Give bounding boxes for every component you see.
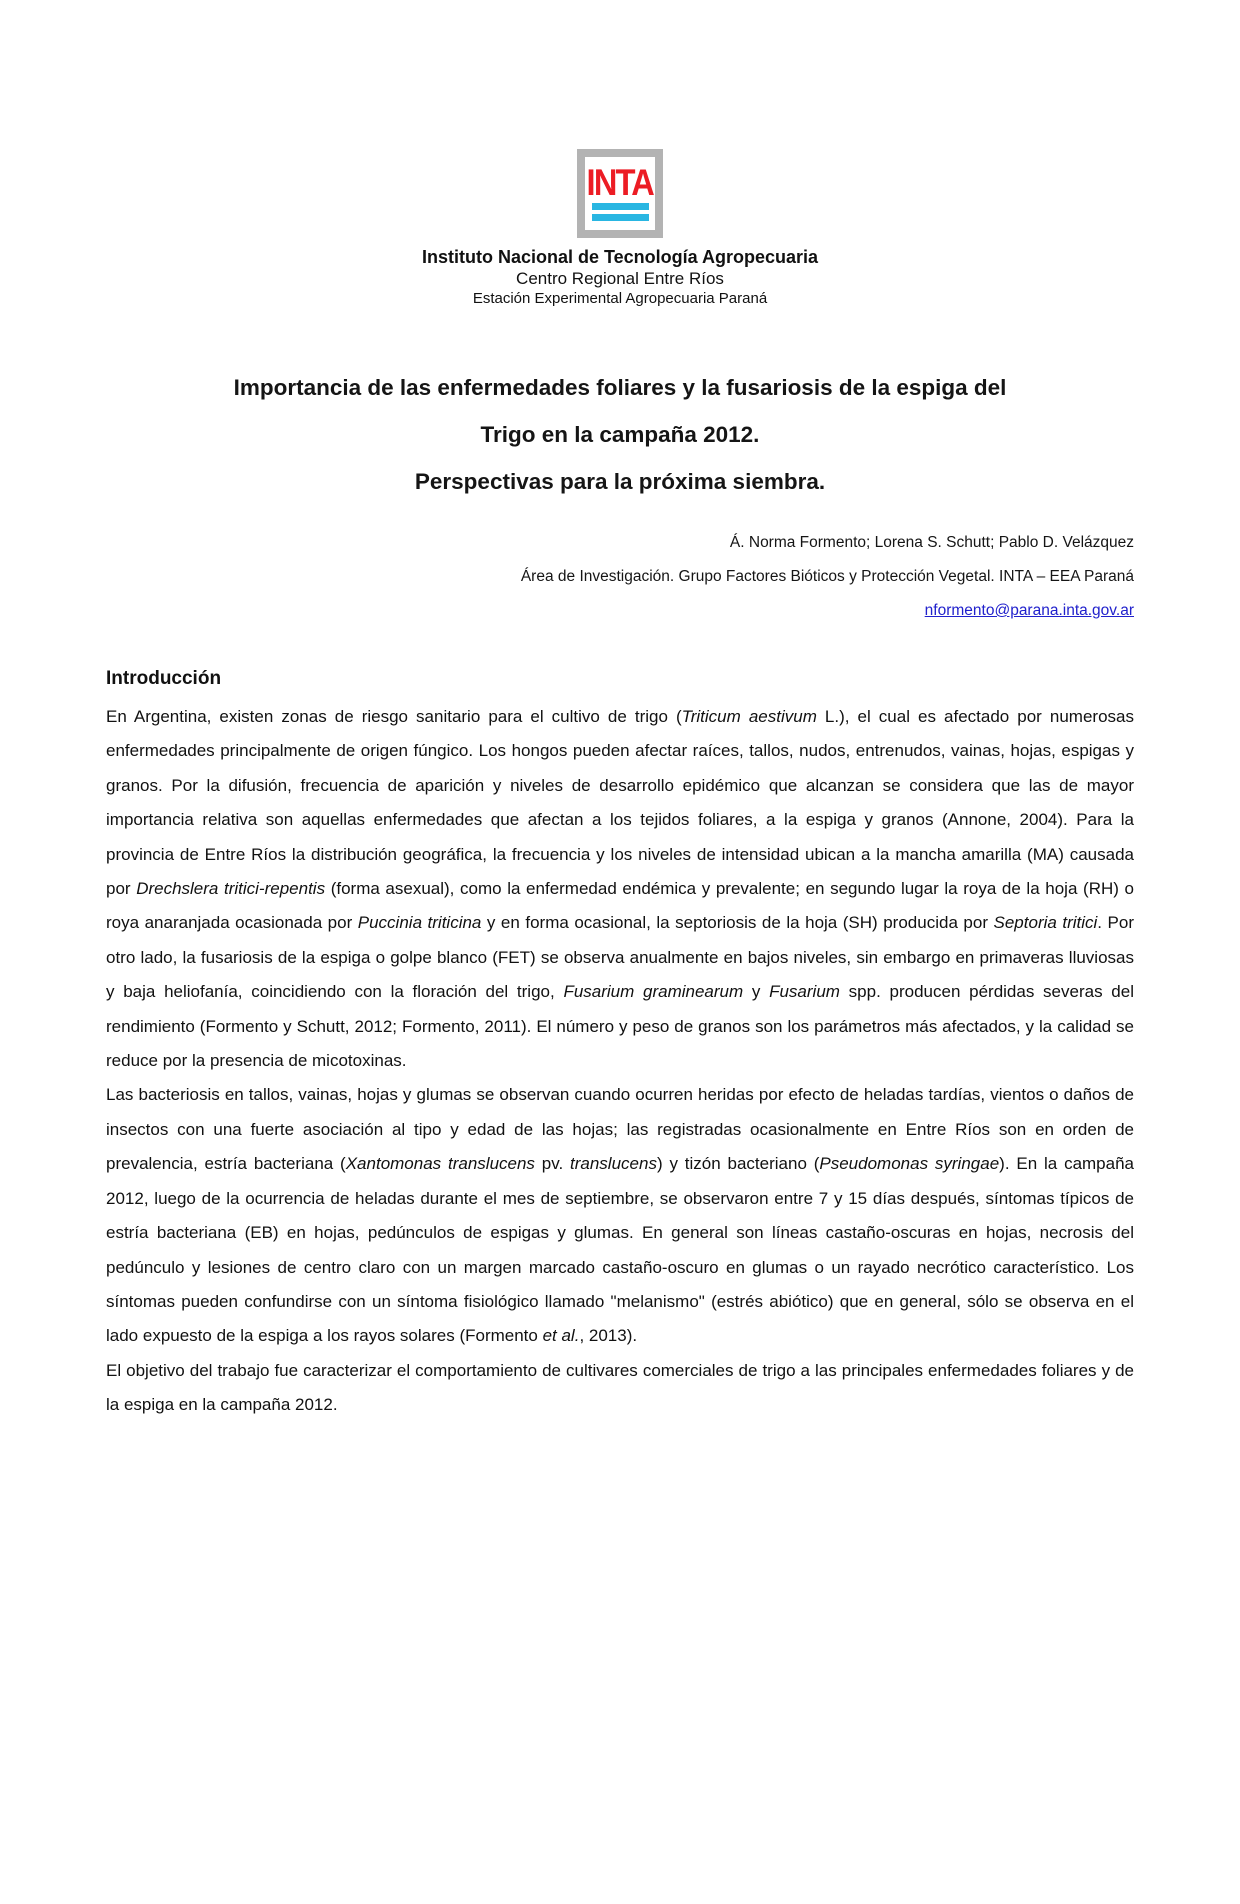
logo-stripe-top <box>592 203 649 210</box>
document-title-line-1: Importancia de las enfermedades foliares y la fusariosis de la espiga del <box>233 375 1007 400</box>
authors-line: Á. Norma Formento; Lorena S. Schutt; Pablo D. Velázquez <box>729 534 1134 551</box>
paragraph-1: En Argentina, existen zonas de riesgo sanitario para el cultivo de trigo (Triticum aestivum L.), el cual es afectado por numerosas enfermedades principalmente de origen fúngico. Los hongos pueden afectar raíces, tallos, nudos, entrenudos, vainas, hojas, espigas y granos. Por la difusión, frecuencia de aparición y niveles de desarrollo epidémico que alcanzan se considera que las de mayor importancia relativa son aquellas enfermedades que afectan a los tejidos foliares, a la espiga y granos (Annone, 2004). Para la provincia de Entre Ríos la distribución geográfica, la frecuencia y los niveles de intensidad ubican a la mancha amarilla (MA) causada por Drechslera tritici-repentis (forma asexual), como la enfermedad endémica y prevalente; en segundo lugar la roya de la hoja (RH) o roya anaranjada ocasionada por Puccinia triticina y en forma ocasional, la septoriosis de la hoja (SH) producida por Septoria tritici. Por otro lado, la fusariosis de la espiga o golpe blanco (FET) se observa anualmente en bajos niveles, sin embargo en primaveras lluviosas y baja heliofanía, coincidiendo con la floración del trigo, Fusarium graminearum y Fusarium spp. producen pérdidas severas del rendimiento (Formento y Schutt, 2012; Formento, 2011). El número y peso de granos son los parámetros más afectados, y la calidad se reduce por la presencia de micotoxinas. <box>106 707 1134 1071</box>
email-link[interactable]: nformento@parana.inta.gov.ar <box>924 602 1134 619</box>
affiliation-line: Área de Investigación. Grupo Factores Bióticos y Protección Vegetal. INTA – EEA Paraná <box>520 568 1134 585</box>
document-title-line-3: Perspectivas para la próxima siembra. <box>414 469 826 494</box>
document-title-line-2: Trigo en la campaña 2012. <box>480 422 760 447</box>
institution-station: Estación Experimental Agropecuaria Paraná <box>472 290 768 307</box>
document-title <box>0 364 1240 505</box>
institution-block <box>0 247 1240 309</box>
inta-logo-inner <box>585 157 655 230</box>
document-body <box>106 668 1134 1423</box>
byline-block <box>106 526 1134 628</box>
paragraph-2: Las bacteriosis en tallos, vainas, hojas y glumas se observan cuando ocurren heridas por efecto de heladas tardías, vientos o daños de insectos con una fuerte asociación al tipo y edad de las hojas; las registradas ocasionalmente en Entre Ríos son en orden de prevalencia, estría bacteriana (Xantomonas translucens pv. translucens) y tizón bacteriano (Pseudomonas syringae). En la campaña 2012, luego de la ocurrencia de heladas durante el mes de septiembre, se observaron entre 7 y 15 días después, síntomas típicos de estría bacteriana (EB) en hojas, pedúnculos de espigas y glumas. En general son líneas castaño-oscuras en hojas, necrosis del pedúnculo y lesiones de centro claro con un margen marcado castaño-oscuro en glumas o un rayado necrótico característico. Los síntomas pueden confundirse con un síntoma fisiológico llamado "melanismo" (estrés abiótico) que en general, sólo se observa en el lado expuesto de la espiga a los rayos solares (Formento et al., 2013). <box>106 1085 1134 1346</box>
institution-region: Centro Regional Entre Ríos <box>516 269 724 288</box>
inta-logo-text: INTA <box>586 161 654 203</box>
paragraph-3: El objetivo del trabajo fue caracterizar el comportamiento de cultivares comerciales de trigo a las principales enfermedades foliares y de la espiga en la campaña 2012. <box>106 1360 1134 1415</box>
institution-name: Instituto Nacional de Tecnología Agropecuaria <box>421 247 819 267</box>
logo-stripe-bottom <box>592 214 649 221</box>
section-heading-introduccion: Introducción <box>106 668 222 689</box>
inta-logo <box>577 149 663 238</box>
document-page <box>0 149 1240 1904</box>
